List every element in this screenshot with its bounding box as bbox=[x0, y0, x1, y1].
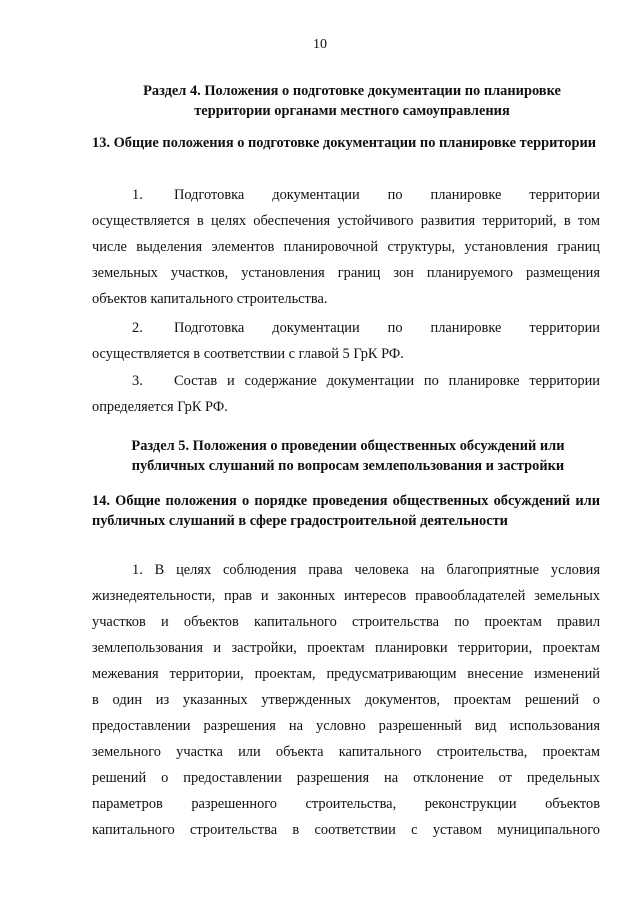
article-13-paragraph-3 bbox=[92, 368, 600, 420]
paragraph-line: жизнедеятельности, прав и законных интересов правообладателей земельных bbox=[92, 588, 600, 604]
paragraph-line: земельных участков, установления границ зон планируемого размещения bbox=[92, 265, 600, 281]
article-14-paragraph-1 bbox=[92, 557, 600, 843]
item-number: 1. bbox=[132, 187, 143, 203]
item-number: 3. bbox=[132, 373, 143, 389]
paragraph-line: осуществляется в соответствии с главой 5 ГрК РФ. bbox=[92, 346, 404, 362]
article-13-heading: 13. Общие положения о подготовке документации по планировке территории bbox=[92, 135, 597, 151]
paragraph-line: решений о предоставлении разрешения на отклонение от предельных bbox=[92, 770, 600, 786]
paragraph-text: Подготовка документации по планировке территории bbox=[174, 320, 600, 336]
paragraph-line: земельного участка или объекта капитального строительства, проектам bbox=[92, 744, 600, 760]
paragraph-line: 1. В целях соблюдения права человека на благоприятные условия bbox=[132, 562, 600, 578]
paragraph-line: осуществляется в целях обеспечения устойчивого развития территорий, в том bbox=[92, 213, 600, 229]
paragraph-line: капитального строительства в соответствии с уставом муниципального bbox=[92, 822, 600, 838]
paragraph-line: в один из указанных утвержденных документов, проектам решений о bbox=[92, 692, 600, 708]
paragraph-line: предоставлении разрешения на условно разрешенный вид использования bbox=[92, 718, 600, 734]
section-5-title: Раздел 5. Положения о проведении общественных обсуждений или публичных слушаний по вопросам землепользования и застройки bbox=[131, 438, 565, 474]
paragraph-text: Подготовка документации по планировке территории bbox=[174, 187, 600, 203]
paragraph-line: землепользования и застройки, проектам планировки территории, проектам bbox=[92, 640, 600, 656]
item-number: 2. bbox=[132, 320, 143, 336]
article-13-paragraph-1 bbox=[92, 182, 600, 312]
paragraph-line bbox=[92, 182, 600, 208]
paragraph-line: числе выделения элементов планировочной структуры, установления границ bbox=[92, 239, 600, 255]
paragraph-line: параметров разрешенного строительства, реконструкции объектов bbox=[92, 796, 600, 812]
paragraph-line bbox=[92, 368, 600, 394]
paragraph-line: объектов капитального строительства. bbox=[92, 291, 328, 307]
page-number: 10 bbox=[313, 37, 327, 52]
paragraph-line: определяется ГрК РФ. bbox=[92, 399, 228, 415]
paragraph-line: межевания территории, проектам, предусматривающим внесение изменений bbox=[92, 666, 600, 682]
article-14-heading: 14. Общие положения о порядке проведения общественных обсуждений или публичных слушаний в сфере градостроительной деятельности bbox=[92, 493, 600, 529]
section-4-title: Раздел 4. Положения о подготовке документации по планировке территории органами местного самоуправления bbox=[143, 83, 561, 119]
paragraph-line bbox=[92, 315, 600, 341]
article-13-paragraph-2 bbox=[92, 315, 600, 367]
paragraph-text: Состав и содержание документации по планировке территории bbox=[174, 373, 600, 389]
paragraph-line: участков и объектов капитального строительства по проектам правил bbox=[92, 614, 600, 630]
